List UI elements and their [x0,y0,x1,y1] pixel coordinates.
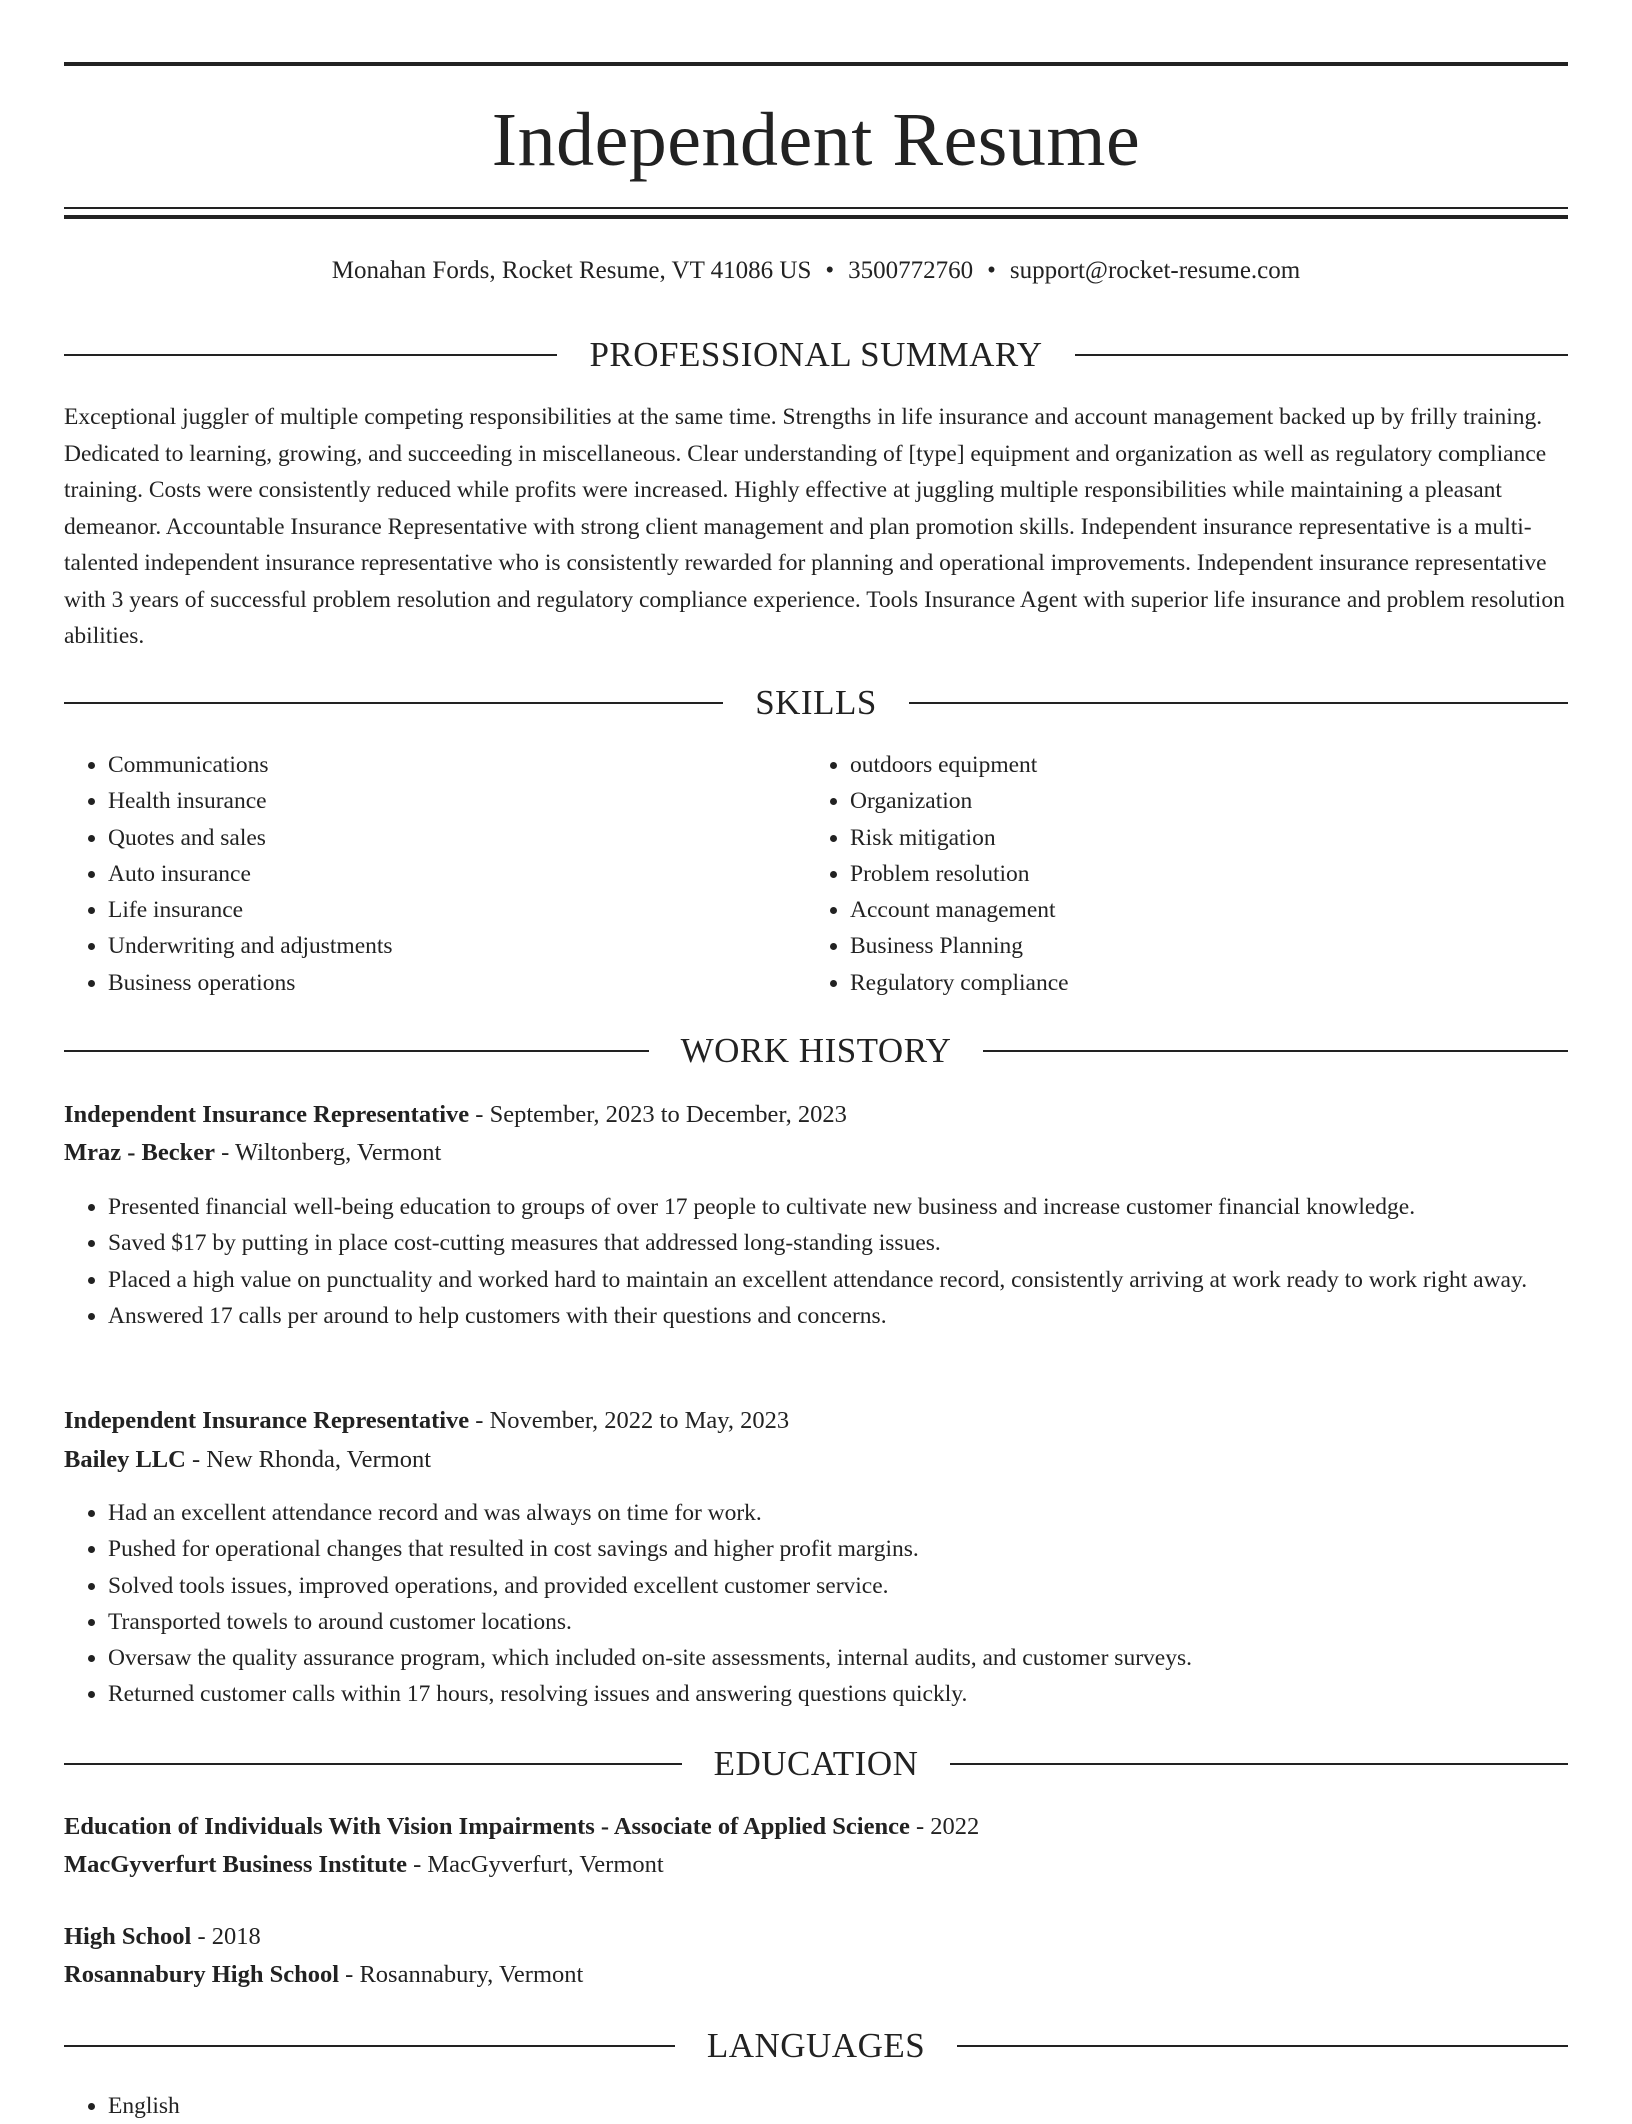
job-bullet: • Presented financial well-being education to groups of over 17 people to cultivate new business and increase customer financial knowledge. [108,1189,1568,1225]
language-item: • English [108,2088,1568,2124]
job-location: - Wiltonberg, Vermont [215,1139,442,1166]
languages-list [64,2088,1568,2124]
job-title: Independent Insurance Representative [64,1101,470,1128]
skill-item: • Organization [850,783,1548,819]
job-bullets [64,1495,1568,1713]
header-top-rule [64,62,1568,66]
job-bullet: • Answered 17 calls per around to help customers with their questions and concerns. [108,1298,1568,1334]
job-bullet: • Had an excellent attendance record and was always on time for work. [108,1495,1568,1531]
job-title-line [64,1096,1568,1134]
contact-address: Monahan Fords, Rocket Resume, VT 41086 US [331,257,812,284]
heading-rule-right [1075,354,1568,356]
job-company-line [64,1134,1568,1172]
job-bullets [64,1189,1568,1334]
contact-separator: • [987,257,996,284]
contact-line [64,254,1568,288]
job-company-line [64,1441,1568,1479]
job-bullet: • Pushed for operational changes that resulted in cost savings and higher profit margins. [108,1531,1568,1567]
education-location: - Rosannabury, Vermont [339,1961,584,1988]
section-title: LANGUAGES [706,2026,926,2065]
skills-list-right [806,747,1548,1001]
skill-item: • Business Planning [850,928,1548,964]
contact-email: support@rocket-resume.com [1009,257,1301,284]
heading-rule-left [64,2045,675,2047]
job-title-line [64,1402,1568,1440]
section-heading-skills [64,681,1568,725]
skill-item: • outdoors equipment [850,747,1548,783]
contact-separator: • [825,257,835,284]
heading-rule-right [950,1763,1568,1765]
skill-item: • Account management [850,892,1548,928]
job-title: Independent Insurance Representative [64,1407,470,1434]
education-school: MacGyverfurt Business Institute [64,1851,407,1878]
job-dates: - September, 2023 to December, 2023 [469,1101,847,1128]
job-bullet: • Transported towels to around customer locations. [108,1604,1568,1640]
job-dates: - November, 2022 to May, 2023 [469,1407,790,1434]
education-year: - 2022 [909,1813,980,1840]
heading-rule-left [64,354,557,356]
job-location: - New Rhonda, Vermont [185,1446,432,1473]
skill-item: • Business operations [108,965,806,1001]
header-rule-upper [64,207,1568,209]
education-degree-line [64,1918,1568,1956]
job-bullet: • Oversaw the quality assurance program, which included on-site assessments, internal audits, and customer surveys. [108,1640,1568,1676]
section-heading-languages [64,2024,1568,2068]
skill-item: • Underwriting and adjustments [108,928,806,964]
section-title: SKILLS [755,683,877,722]
heading-rule-right [983,1050,1568,1052]
section-heading-work [64,1029,1568,1073]
job-company: Bailey LLC [64,1446,186,1473]
education-school-line [64,1956,1568,1994]
skill-item: • Problem resolution [850,856,1548,892]
heading-rule-left [64,1763,682,1765]
contact-phone: 3500772760 [848,257,974,284]
skill-item: • Risk mitigation [850,820,1548,856]
section-title: WORK HISTORY [680,1031,952,1070]
education-school-line [64,1846,1568,1884]
summary-text: Exceptional juggler of multiple competing responsibilities at the same time. Strengths in life insurance and account management backed up by frilly training. Dedicated to learning, growing, and succeeding in miscellaneous. Clear understanding of [type] equipment and organization as well as regulatory compliance training. Costs were consistently reduced while profits were increased. Highly effective at juggling multiple responsibilities while maintaining a pleasant demeanor. Accountable Insurance Representative with strong client management and plan promotion skills. Independent insurance representative is a multi-talented independent insurance representative who is consistently rewarded for planning and operational improvements. Independent insurance representative with 3 years of successful problem resolution and regulatory compliance experience. Tools Insurance Agent with superior life insurance and problem resolution abilities. [64,404,1565,649]
education-school: Rosannabury High School [64,1961,340,1988]
heading-rule-right [957,2045,1568,2047]
section-heading-summary [64,333,1568,377]
education-degree-line [64,1808,1568,1846]
job-bullet: • Placed a high value on punctuality and worked hard to maintain an excellent attendance record, consistently arriving at work ready to work right away. [108,1262,1568,1298]
job-bullet: • Saved $17 by putting in place cost-cutting measures that addressed long-standing issues. [108,1225,1568,1261]
education-location: - MacGyverfurt, Vermont [406,1851,664,1878]
education-degree: Education of Individuals With Vision Impairments - Associate of Applied Science [64,1813,910,1840]
job-company: Mraz - Becker [64,1139,215,1166]
job-bullet: • Solved tools issues, improved operations, and provided excellent customer service. [108,1568,1568,1604]
skill-item: • Communications [108,747,806,783]
heading-rule-left [64,1050,649,1052]
skill-item: • Life insurance [108,892,806,928]
skills-list-left [64,747,806,1001]
skill-item: • Regulatory compliance [850,965,1548,1001]
job-bullet: • Returned customer calls within 17 hours, resolving issues and answering questions quickly. [108,1676,1568,1712]
skill-item: • Quotes and sales [108,820,806,856]
heading-rule-right [909,702,1568,704]
education-year: - 2018 [191,1923,261,1950]
header-rule-lower [64,215,1568,219]
section-heading-education [64,1742,1568,1786]
education-degree: High School [64,1923,192,1950]
heading-rule-left [64,702,723,704]
section-title: EDUCATION [713,1744,919,1783]
skills-columns [64,747,1568,1001]
skill-item: • Health insurance [108,783,806,819]
resume-name: Independent Resume [491,98,1141,182]
section-title: PROFESSIONAL SUMMARY [589,335,1043,374]
skill-item: • Auto insurance [108,856,806,892]
